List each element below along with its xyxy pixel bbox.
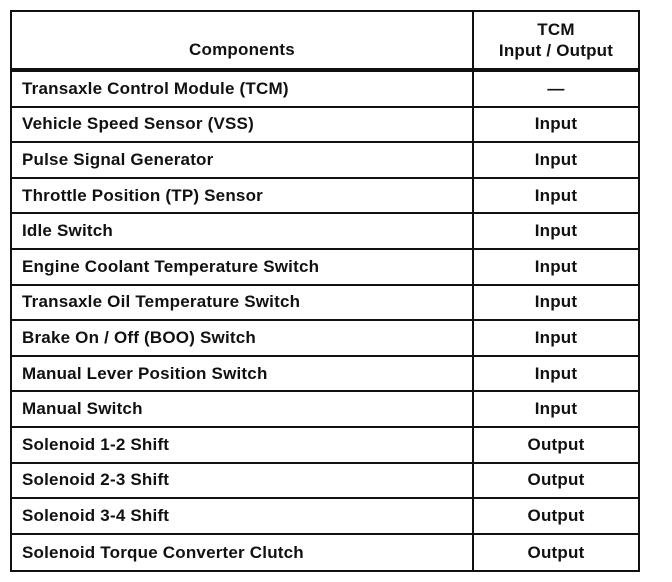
component-name-cell: Vehicle Speed Sensor (VSS) <box>12 108 474 142</box>
tcm-io-cell: Input <box>534 363 578 383</box>
tcm-io-cell: Input <box>534 185 578 205</box>
table-row <box>12 535 638 571</box>
component-name-cell: Brake On / Off (BOO) Switch <box>12 321 474 355</box>
table-row <box>12 499 638 535</box>
table-row <box>12 428 638 464</box>
table-row <box>12 143 638 179</box>
table-row <box>12 392 638 428</box>
table-row <box>12 108 638 144</box>
table-row <box>12 357 638 393</box>
table-row <box>12 72 638 108</box>
component-name-cell: Manual Switch <box>12 392 474 426</box>
tcm-io-cell: Input <box>534 149 578 169</box>
tcm-io-cell: Input <box>534 221 578 241</box>
tcm-io-cell: Output <box>527 470 585 490</box>
header-components-label: Components <box>189 40 295 59</box>
header-input-output-label: Input / Output <box>498 41 614 60</box>
tcm-io-cell: Output <box>527 505 585 525</box>
header-tcm-label: TCM <box>537 20 575 39</box>
component-name-cell: Pulse Signal Generator <box>12 143 474 177</box>
tcm-io-cell: — <box>547 78 565 98</box>
component-name-cell: Manual Lever Position Switch <box>12 357 474 391</box>
tcm-io-cell: Input <box>534 399 578 419</box>
component-name-cell: Transaxle Control Module (TCM) <box>12 72 474 106</box>
tcm-io-cell: Input <box>534 327 578 347</box>
header-tcm-io <box>474 12 638 68</box>
tcm-io-cell: Input <box>534 292 578 312</box>
component-name-cell: Solenoid Torque Converter Clutch <box>12 535 474 571</box>
component-name-cell: Engine Coolant Temperature Switch <box>12 250 474 284</box>
table-row <box>12 464 638 500</box>
tcm-io-cell: Input <box>534 256 578 276</box>
table-row <box>12 214 638 250</box>
header-components <box>12 12 474 68</box>
table-row <box>12 179 638 215</box>
table-row <box>12 321 638 357</box>
component-name-cell: Solenoid 2-3 Shift <box>12 464 474 498</box>
component-name-cell: Idle Switch <box>12 214 474 248</box>
component-name-cell: Solenoid 1-2 Shift <box>12 428 474 462</box>
tcm-io-cell: Output <box>527 434 585 454</box>
table-body <box>12 72 638 570</box>
component-name-cell: Throttle Position (TP) Sensor <box>12 179 474 213</box>
components-table <box>10 10 640 572</box>
tcm-io-cell: Input <box>534 114 578 134</box>
table-row <box>12 250 638 286</box>
component-name-cell: Transaxle Oil Temperature Switch <box>12 286 474 320</box>
table-row <box>12 286 638 322</box>
component-name-cell: Solenoid 3-4 Shift <box>12 499 474 533</box>
table-header-row <box>12 12 638 72</box>
tcm-io-cell: Output <box>527 542 585 562</box>
